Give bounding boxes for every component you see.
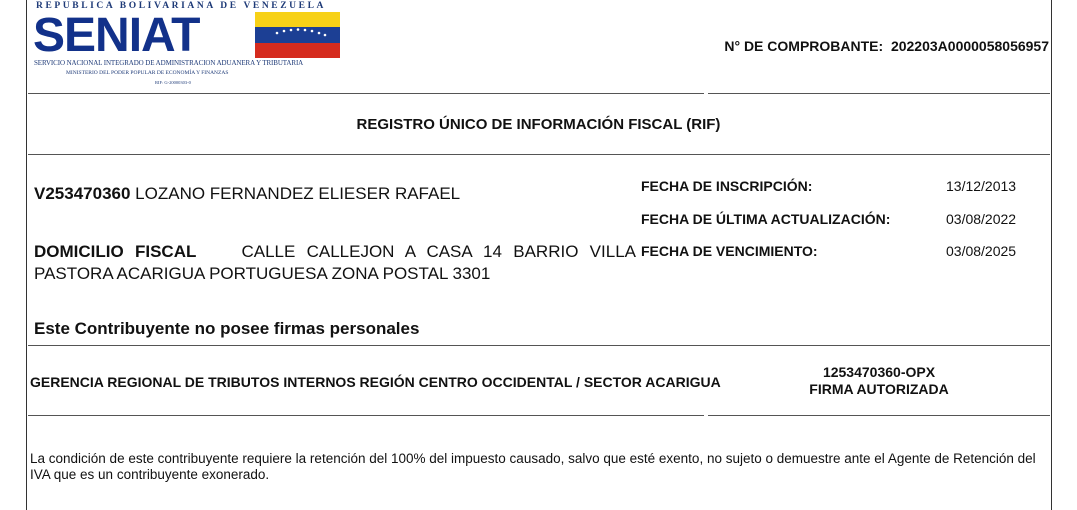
divider-gerencia-right <box>708 415 1050 416</box>
domicilio-value: CALLE CALLEJON A CASA 14 BARRIO VILLA PASTORA ACARIGUA PORTUGUESA ZONA POSTAL 3301 <box>34 242 636 283</box>
firma-autorizada <box>708 364 1050 398</box>
inscripcion-label: FECHA DE INSCRIPCIÓN: <box>641 178 813 194</box>
taxpayer-identity <box>34 184 460 204</box>
vencimiento-label: FECHA DE VENCIMIENTO: <box>641 243 818 259</box>
divider-firmas <box>28 345 1050 346</box>
firmas-notice: Este Contribuyente no posee firmas personales <box>34 319 420 338</box>
firma-label: FIRMA AUTORIZADA <box>809 381 949 397</box>
divider-header-left <box>28 93 704 94</box>
comprobante-value: 202203A0000058056957 <box>890 38 1049 54</box>
right-border <box>1051 0 1052 510</box>
comprobante-label: N° DE COMPROBANTE: <box>724 38 884 54</box>
domicilio-label: DOMICILIO FISCAL <box>34 242 197 261</box>
left-border <box>26 0 27 510</box>
divider-gerencia-left <box>28 415 704 416</box>
actualizacion-value: 03/08/2022 <box>946 211 1017 227</box>
rif-number: V253470360 <box>34 184 131 203</box>
vencimiento-value: 03/08/2025 <box>946 243 1017 259</box>
inscripcion-value: 13/12/2013 <box>946 178 1017 194</box>
divider-header-right <box>708 93 1050 94</box>
comprobante-number <box>724 38 1049 54</box>
venezuela-flag-icon <box>255 12 340 58</box>
gerencia-regional: GERENCIA REGIONAL DE TRIBUTOS INTERNOS REGIÓN CENTRO OCCIDENTAL / SECTOR ACARIGUA <box>30 374 721 390</box>
logo-top-text: REPUBLICA BOLIVARIANA DE VENEZUELA <box>36 1 326 11</box>
divider-title <box>28 154 1050 155</box>
logo-ministry: MINISTERIO DEL PODER POPULAR DE ECONOMÍA Y FINANZAS <box>66 70 229 76</box>
seniat-logo: SENIAT <box>33 9 200 62</box>
domicilio-fiscal <box>34 241 636 285</box>
page-title: REGISTRO ÚNICO DE INFORMACIÓN FISCAL (RIF) <box>356 116 721 133</box>
logo-rif: RIF: G-20000303-0 <box>155 80 191 85</box>
logo-subtitle: SERVICIO NACIONAL INTEGRADO DE ADMINISTRACION ADUANERA Y TRIBUTARIA <box>34 59 304 67</box>
taxpayer-name: LOZANO FERNANDEZ ELIESER RAFAEL <box>135 184 461 203</box>
actualizacion-label: FECHA DE ÚLTIMA ACTUALIZACIÓN: <box>641 211 891 227</box>
firma-code: 1253470360-OPX <box>822 364 936 380</box>
retencion-notice: La condición de este contribuyente requiere la retención del 100% del impuesto causado, salvo que esté exento, no sujeto o demuestre ante el Agente de Retención del IVA que es un contribuyente exonerado. <box>30 451 1036 482</box>
